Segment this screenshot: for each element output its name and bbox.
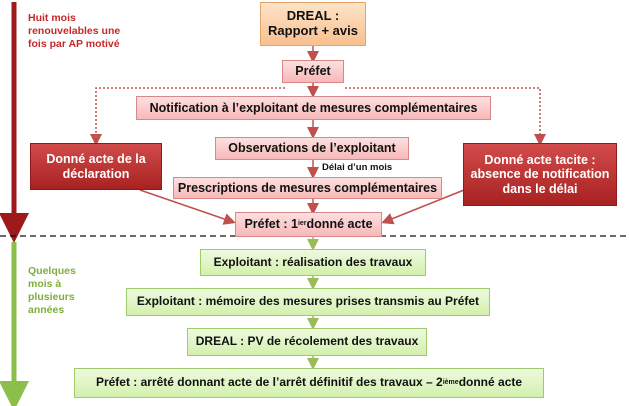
- box-prefet: Préfet: [282, 60, 344, 83]
- label-quelques-mois: Quelques mois à plusieurs années: [28, 265, 76, 317]
- box-observations: Observations de l’exploitant: [215, 137, 409, 160]
- box-dreal-pv: DREAL : PV de récolement des travaux: [187, 328, 427, 356]
- box-prefet-premier-donne-acte: Préfet : 1 ier donné acte: [235, 212, 382, 237]
- box-prescriptions: Prescriptions de mesures complémentaires: [173, 177, 442, 199]
- box-dreal-rapport: DREAL : Rapport + avis: [260, 2, 366, 46]
- box-notification: Notification à l’exploitant de mesures complémentaires: [136, 96, 491, 120]
- box-prefet-arrete: Préfet : arrêté donnant acte de l’arrêt définitif des travaux – 2 ième donné acte: [74, 368, 544, 398]
- box-donne-acte-declaration: Donné acte de la déclaration: [30, 143, 162, 190]
- label-delai: Délai d’un mois: [322, 162, 393, 173]
- label-huit-mois: Huit mois renouvelables une fois par AP motivé: [28, 12, 121, 51]
- box-donne-acte-tacite: Donné acte tacite : absence de notification dans le délai: [463, 143, 617, 206]
- box-exploitant-memoire: Exploitant : mémoire des mesures prises transmis au Préfet: [126, 288, 490, 316]
- box-exploitant-travaux: Exploitant : réalisation des travaux: [200, 249, 426, 276]
